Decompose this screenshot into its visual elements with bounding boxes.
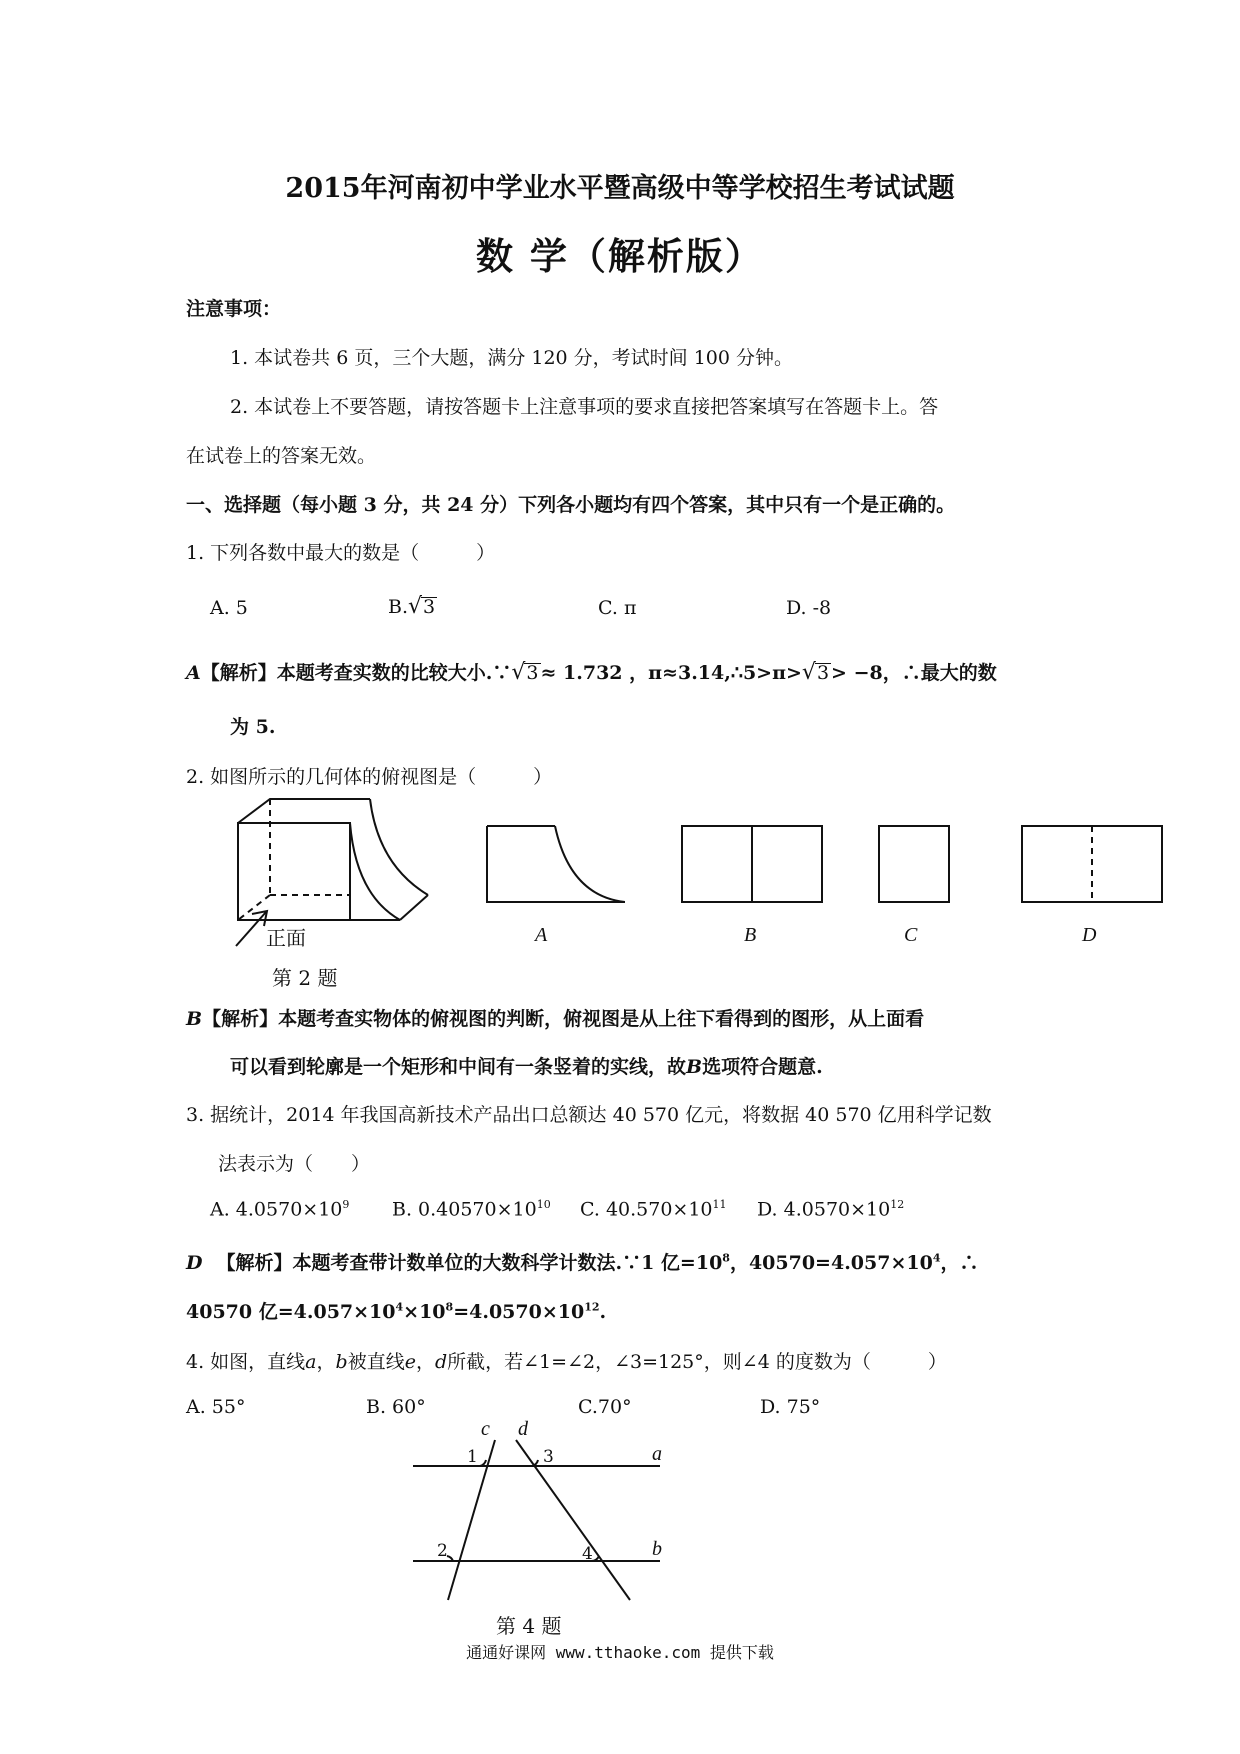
q2-option-c-figure xyxy=(877,824,953,904)
q3-option-a xyxy=(210,1198,349,1220)
question-1-stem: 1. 下列各数中最大的数是（ ） xyxy=(186,542,496,564)
q3-line2-a-exp: 4 xyxy=(395,1300,404,1314)
notes-item-2-cont: 在试卷上的答案无效。 xyxy=(186,445,377,467)
q3-option-d-base: D. 4.0570×10 xyxy=(757,1198,891,1221)
q4-angle-3: 3 xyxy=(543,1447,554,1467)
q1-analysis-radicand: 3 xyxy=(526,662,539,684)
q3-option-a-exp: 9 xyxy=(342,1198,350,1211)
question-3-stem: 3. 据统计，2014 年我国高新技术产品出口总额达 40 570 亿元，将数据 40 570 亿用科学记数 xyxy=(186,1104,992,1126)
q2-label-b: B xyxy=(744,924,757,946)
q2-analysis-line2-letter: B xyxy=(686,1056,703,1078)
q4-caption: 第 4 题 xyxy=(496,1614,562,1638)
q3-analysis-line2 xyxy=(186,1297,606,1324)
q3-option-c xyxy=(580,1198,727,1220)
q3-option-b xyxy=(392,1198,551,1220)
q2-caption: 第 2 题 xyxy=(272,966,338,990)
q4-option-c: C.70° xyxy=(578,1396,632,1418)
q1-analysis-line2: 为 5. xyxy=(230,716,276,738)
cube-top-edges xyxy=(238,799,370,823)
q3-line2-c-exp: 12 xyxy=(584,1300,600,1314)
notes-item-2: 2. 本试卷上不要答题，请按答题卡上注意事项的要求直接把答案填写在答题卡上。答 xyxy=(230,396,939,418)
q3-option-b-base: B. 0.40570×10 xyxy=(392,1198,537,1221)
q4-figure xyxy=(400,1430,670,1610)
q4-option-d: D. 75° xyxy=(760,1396,821,1418)
q1-option-a: A. 5 xyxy=(210,597,248,619)
q4-var-a: a xyxy=(305,1351,317,1373)
q1-analysis-mid1: ≈ 1.732 ，π≈3.14,∴5>π> xyxy=(540,662,802,684)
radical-sign: √ xyxy=(408,594,423,619)
q3-analysis-a-exp: 8 xyxy=(722,1251,730,1265)
q1-option-b-prefix: B. xyxy=(388,596,409,618)
radical-sign: √ xyxy=(801,660,816,685)
q2-label-d: D xyxy=(1082,924,1097,946)
page-footer: 通通好课网 www.tthaoke.com 提供下载 xyxy=(466,1643,774,1662)
q2-label-a: A xyxy=(535,924,548,946)
q2-answer-letter: B xyxy=(186,1008,203,1030)
notes-heading: 注意事项： xyxy=(186,298,282,320)
q4-option-a: A. 55° xyxy=(186,1396,246,1418)
question-3-stem-cont: 法表示为（ ） xyxy=(218,1153,371,1175)
q1-answer-letter: A xyxy=(186,662,201,684)
radical-sign: √ xyxy=(511,660,526,685)
q3-analysis-a: 【解析】本题考查带计数单位的大数科学计数法.∵1 亿=10 xyxy=(216,1252,723,1274)
q4-var-e: e xyxy=(404,1351,416,1373)
q1-option-b-radicand: 3 xyxy=(423,596,436,618)
q4-label-a: a xyxy=(652,1443,662,1465)
q3-line2-b: ×10 xyxy=(403,1301,446,1323)
q1-analysis-radicand-2: 3 xyxy=(816,662,830,684)
q3-option-b-exp: 10 xyxy=(536,1198,551,1211)
q4-angle-2: 2 xyxy=(437,1541,448,1561)
q2-front-label: 正面 xyxy=(266,926,306,950)
q2-option-d-figure xyxy=(1020,824,1165,904)
line-d xyxy=(516,1440,630,1600)
q3-answer-letter: D xyxy=(186,1252,203,1274)
q4-stem-pre: 4. 如图，直线 xyxy=(186,1351,306,1373)
notes-item-1: 1. 本试卷共 6 页，三个大题，满分 120 分，考试时间 100 分钟。 xyxy=(230,347,794,369)
back-curve xyxy=(370,799,428,895)
q1-option-c: C. π xyxy=(598,597,637,619)
page-title: 2015年河南初中学业水平暨高级中等学校招生考试试题 xyxy=(285,173,955,204)
front-curve xyxy=(350,823,400,920)
q3-option-a-base: A. 4.0570×10 xyxy=(210,1198,343,1221)
q2-label-c: C xyxy=(904,924,918,946)
q2-option-a-figure xyxy=(485,824,625,904)
q3-line2-a: 40570 亿=4.057×10 xyxy=(186,1301,396,1323)
q3-analysis-b: ，40570=4.057×10 xyxy=(729,1252,933,1274)
q4-option-b: B. 60° xyxy=(366,1396,426,1418)
section-heading: 一、选择题（每小题 3 分，共 24 分）下列各小题均有四个答案，其中只有一个是正确的。 xyxy=(186,494,956,516)
q3-line2-c: =4.0570×10 xyxy=(453,1301,585,1323)
q3-analysis xyxy=(186,1248,979,1275)
q3-option-d xyxy=(757,1198,904,1220)
q3-line2-b-exp: 8 xyxy=(445,1300,454,1314)
q4-angle-4: 4 xyxy=(582,1544,593,1564)
base-diagonal xyxy=(400,895,428,920)
q3-analysis-c: ，∴ xyxy=(940,1252,979,1274)
q3-option-d-exp: 12 xyxy=(890,1198,905,1211)
q1-analysis-prefix: 【解析】本题考查实数的比较大小.∵ xyxy=(200,662,512,684)
q3-line2-d: . xyxy=(599,1301,607,1323)
q4-sep1: ， xyxy=(316,1351,336,1373)
q2-option-b-figure xyxy=(680,824,825,904)
q2-analysis-line2-post: 选项符合题意. xyxy=(702,1056,823,1078)
q4-stem-post: 所截，若∠1=∠2，∠3=125°，则∠4 的度数为（ ） xyxy=(447,1351,947,1373)
q1-analysis-mid2: > −8，∴最大的数 xyxy=(831,662,997,684)
q3-option-c-base: C. 40.570×10 xyxy=(580,1198,713,1221)
q1-option-d: D. -8 xyxy=(786,597,832,619)
q1-analysis xyxy=(186,658,997,685)
q4-label-c: c xyxy=(481,1418,490,1440)
q3-option-c-exp: 11 xyxy=(712,1198,727,1211)
question-4-stem xyxy=(186,1347,947,1374)
q3-analysis-b-exp: 4 xyxy=(932,1251,941,1265)
q4-label-b: b xyxy=(652,1538,662,1560)
q4-var-b: b xyxy=(335,1351,348,1373)
q4-mid1: 被直线 xyxy=(347,1351,405,1373)
q4-angle-1: 1 xyxy=(467,1447,478,1467)
q4-label-d: d xyxy=(518,1418,528,1440)
q2-analysis xyxy=(186,1004,924,1031)
q1-option-b xyxy=(388,594,437,619)
question-2-stem: 2. 如图所示的几何体的俯视图是（ ） xyxy=(186,766,553,788)
page-subtitle: 数 学（解析版） xyxy=(476,234,764,278)
q4-var-d: d xyxy=(434,1351,448,1373)
q2-analysis-line1: 【解析】本题考查实物体的俯视图的判断，俯视图是从上往下看得到的图形，从上面看 xyxy=(202,1008,925,1030)
q2-analysis-line2-pre: 可以看到轮廓是一个矩形和中间有一条竖着的实线，故 xyxy=(230,1056,687,1078)
q4-sep2: ， xyxy=(415,1351,435,1373)
q2-analysis-line2 xyxy=(230,1052,823,1079)
